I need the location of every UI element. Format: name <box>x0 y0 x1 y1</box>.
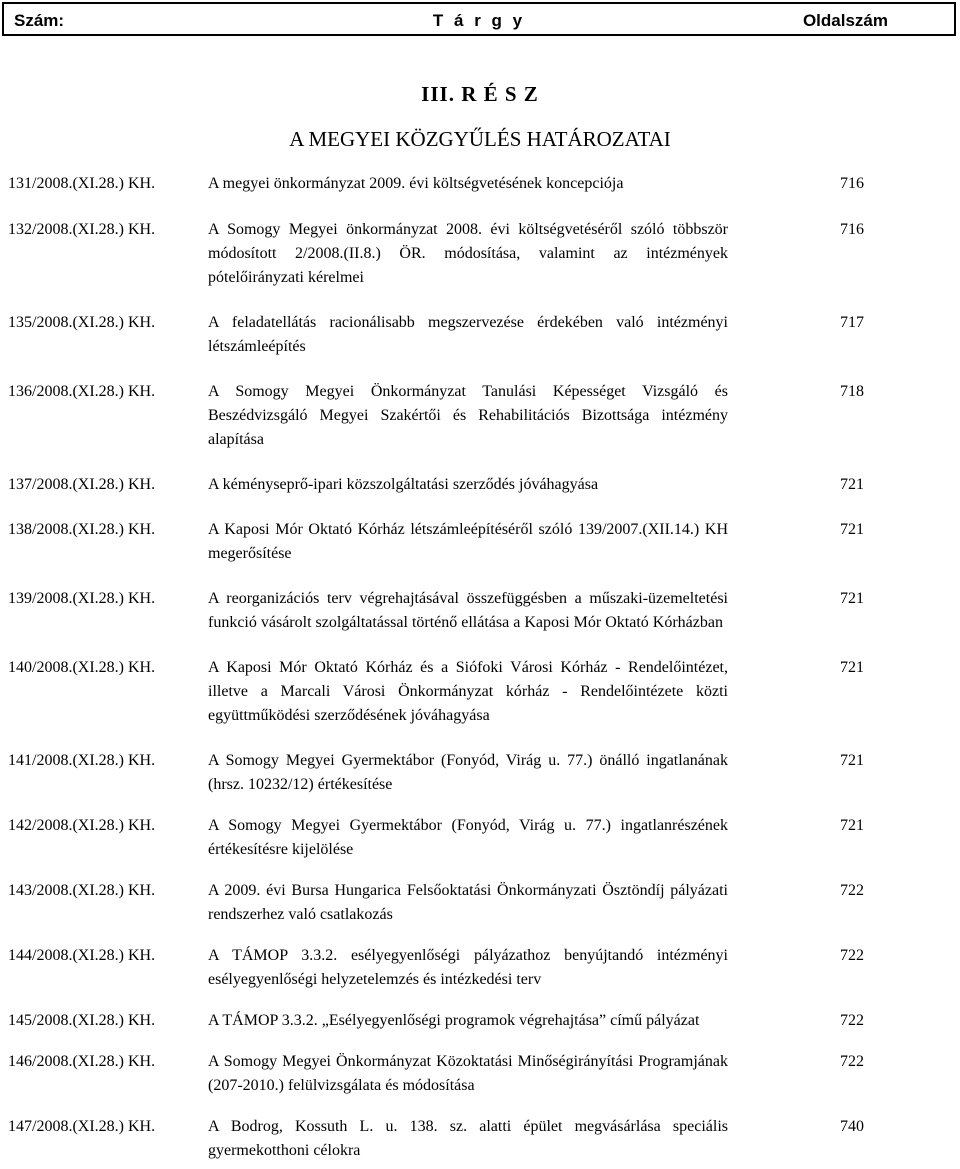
resolution-subject: A Kaposi Mór Oktató Kórház létszámleépítéséről szóló 139/2007.(XII.14.) KH megerősítése <box>208 521 728 562</box>
resolution-entry <box>0 518 960 566</box>
resolution-entry <box>0 656 960 728</box>
page-number: 716 <box>840 175 864 192</box>
resolution-entry <box>0 944 960 992</box>
resolution-number: 142/2008.(XI.28.) KH. <box>8 817 156 834</box>
resolution-subject: A Somogy Megyei Gyermektábor (Fonyód, Virág u. 77.) önálló ingatlanának (hrsz. 10232/12) értékesítése <box>208 752 728 793</box>
resolution-number: 146/2008.(XI.28.) KH. <box>8 1053 156 1070</box>
resolution-number: 141/2008.(XI.28.) KH. <box>8 752 156 769</box>
resolution-subject: A reorganizációs terv végrehajtásával összefüggésben a műszaki-üzemeltetési funkció vásárolt szolgáltatással történő ellátása a Kaposi Mór Oktató Kórházban <box>208 590 728 631</box>
resolution-entry <box>0 172 960 196</box>
resolution-entry <box>0 749 960 797</box>
page-number: 722 <box>840 947 864 964</box>
resolution-number: 138/2008.(XI.28.) KH. <box>8 521 156 538</box>
resolution-number: 137/2008.(XI.28.) KH. <box>8 476 156 493</box>
resolution-entry <box>0 380 960 452</box>
resolution-number: 135/2008.(XI.28.) KH. <box>8 314 156 331</box>
resolution-entry <box>0 218 960 290</box>
resolution-entry <box>0 1115 960 1163</box>
page-number: 716 <box>840 221 864 238</box>
resolution-number: 147/2008.(XI.28.) KH. <box>8 1118 156 1135</box>
header-subject-label: T á r g y <box>432 11 526 30</box>
resolution-entry <box>0 1050 960 1098</box>
resolution-subject: A Somogy Megyei Önkormányzat Tanulási Képességet Vizsgáló és Beszédvizsgáló Megyei Szakértői és Rehabilitációs Bizottsága intézmény alapítása <box>208 383 728 448</box>
resolution-number: 139/2008.(XI.28.) KH. <box>8 590 156 607</box>
page-number: 740 <box>840 1118 864 1135</box>
resolution-entry <box>0 814 960 862</box>
resolution-number: 136/2008.(XI.28.) KH. <box>8 383 156 400</box>
part-title: III. R É S Z <box>421 82 539 106</box>
resolution-subject: A Kaposi Mór Oktató Kórház és a Siófoki Városi Kórház - Rendelőintézet, illetve a Marcali Városi Önkormányzat kórház - Rendelőintézete közti együttműködési szerződésének jóváhagyása <box>208 659 728 724</box>
section-title: A MEGYEI KÖZGYŰLÉS HATÁROZATAI <box>289 127 671 151</box>
page-number: 721 <box>840 817 864 834</box>
table-header <box>2 2 956 36</box>
resolution-number: 132/2008.(XI.28.) KH. <box>8 221 156 238</box>
resolution-subject: A TÁMOP 3.3.2. esélyegyenlőségi pályázathoz benyújtandó intézményi esélyegyenlőségi helyzetelemzés és intézkedési terv <box>208 947 728 988</box>
page-number: 722 <box>840 1012 864 1029</box>
page-number: 722 <box>840 882 864 899</box>
resolution-number: 144/2008.(XI.28.) KH. <box>8 947 156 964</box>
resolution-subject: A feladatellátás racionálisabb megszervezése érdekében való intézményi létszámleépítés <box>208 314 728 355</box>
page-number: 722 <box>840 1053 864 1070</box>
resolution-subject: A Somogy Megyei Gyermektábor (Fonyód, Virág u. 77.) ingatlanrészének értékesítésre kijelölése <box>208 817 728 858</box>
page-number: 721 <box>840 659 864 676</box>
header-number-label: Szám: <box>14 11 65 30</box>
page-number: 717 <box>840 314 864 331</box>
header-page-label: Oldalszám <box>802 11 888 30</box>
resolution-entry <box>0 311 960 359</box>
resolution-entry <box>0 1009 960 1033</box>
resolution-list <box>0 172 960 1163</box>
resolution-number: 140/2008.(XI.28.) KH. <box>8 659 156 676</box>
resolution-subject: A Somogy Megyei önkormányzat 2008. évi költségvetéséről szóló többször módosított 2/2008.(II.8.) ÖR. módosítása, valamint az intézmények pótelőirányzati kérelmei <box>208 221 728 286</box>
resolution-entry <box>0 587 960 635</box>
resolution-number: 131/2008.(XI.28.) KH. <box>8 175 156 192</box>
resolution-entry <box>0 879 960 927</box>
page-number: 718 <box>840 383 864 400</box>
resolution-subject: A Somogy Megyei Önkormányzat Közoktatási Minőségirányítási Programjának (207-2010.) felülvizsgálata és módosítása <box>208 1053 728 1094</box>
page-number: 721 <box>840 521 864 538</box>
resolution-entry <box>0 473 960 497</box>
resolution-number: 143/2008.(XI.28.) KH. <box>8 882 156 899</box>
resolution-subject: A megyei önkormányzat 2009. évi költségvetésének koncepciója <box>208 175 624 192</box>
page-number: 721 <box>840 752 864 769</box>
page-number: 721 <box>840 590 864 607</box>
resolution-subject: A Bodrog, Kossuth L. u. 138. sz. alatti épület megvásárlása speciális gyermekotthoni célokra <box>208 1118 728 1159</box>
resolution-subject: A 2009. évi Bursa Hungarica Felsőoktatási Önkormányzati Ösztöndíj pályázati rendszerhez való csatlakozás <box>208 882 728 923</box>
page-number: 721 <box>840 476 864 493</box>
resolution-number: 145/2008.(XI.28.) KH. <box>8 1012 156 1029</box>
resolution-subject: A kéményseprő-ipari közszolgáltatási szerződés jóváhagyása <box>208 476 599 493</box>
resolution-subject: A TÁMOP 3.3.2. „Esélyegyenlőségi programok végrehajtása” című pályázat <box>208 1012 700 1029</box>
